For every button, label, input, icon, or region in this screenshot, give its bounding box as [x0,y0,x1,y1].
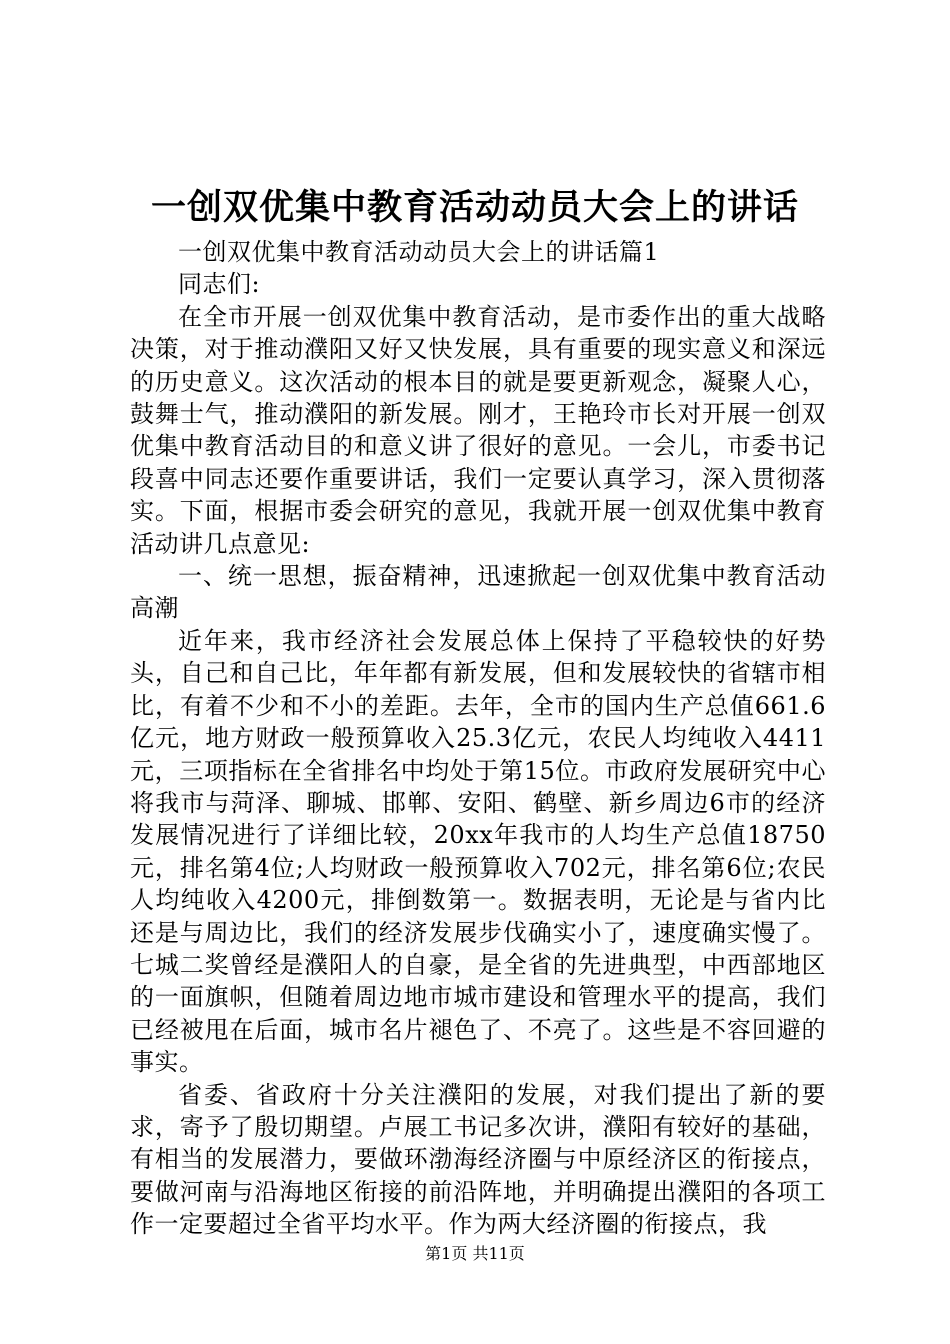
body-paragraph: 省委、省政府十分关注濮阳的发展，对我们提出了新的要求，寄予了殷切期望。卢展工书记多次讲，濮阳有较好的基础，有相当的发展潜力，要做环渤海经济圈与中原经济区的衔接点，要做河南与沿海地区衔接的前沿阵地，并明确提出濮阳的各项工作一定要超过全省平均水平。作为两大经济圈的衔接点，我 [130,1080,826,1239]
subtitle-paragraph: 一创双优集中教育活动动员大会上的讲话篇1 [178,238,660,266]
document-title: 一创双优集中教育活动动员大会上的讲话 [150,187,799,228]
page-footer: 第1页 共11页 [425,1244,525,1263]
body-paragraph: 在全市开展一创双优集中教育活动，是市委作出的重大战略决策，对于推动濮阳又好又快发展，具有重要的现实意义和深远的历史意义。这次活动的根本目的就是要更新观念，凝聚人心，鼓舞士气，推动濮阳的新发展。刚才，王艳玲市长对开展一创双优集中教育活动目的和意义讲了很好的意见。一会儿，市委书记段喜中同志还要作重要讲话，我们一定要认真学习，深入贯彻落实。下面，根据市委会研究的意见，我就开展一创双优集中教育活动讲几点意见: [130,302,826,558]
salutation-paragraph: 同志们: [178,270,261,299]
document-body [130,236,826,1241]
body-paragraph: 近年来，我市经济社会发展总体上保持了平稳较快的好势头，自己和自己比，年年都有新发展，但和发展较快的省辖市相比，有着不少和不小的差距。去年，全市的国内生产总值661.6亿元，地方财政一般预算收入25.3亿元，农民人均纯收入4411元，三项指标在全省排名中均处于第15位。市政府发展研究中心将我市与菏泽、聊城、邯郸、安阳、鹤壁、新乡周边6市的经济发展情况进行了详细比较，20xx年我市的人均生产总值18750元，排名第4位;人均财政一般预算收入702元，排名第6位;农民人均纯收入4200元，排倒数第一。数据表明，无论是与省内比还是与周边比，我们的经济发展步伐确实小了，速度确实慢了。七城二奖曾经是濮阳人的自豪，是全省的先进典型，中西部地区的一面旗帜，但随着周边地市城市建设和管理水平的提高，我们已经被甩在后面，城市名片褪色了、不亮了。这些是不容回避的事实。 [130,626,826,1077]
section-heading-paragraph: 一、统一思想，振奋精神，迅速掀起一创双优集中教育活动高潮 [130,562,826,623]
